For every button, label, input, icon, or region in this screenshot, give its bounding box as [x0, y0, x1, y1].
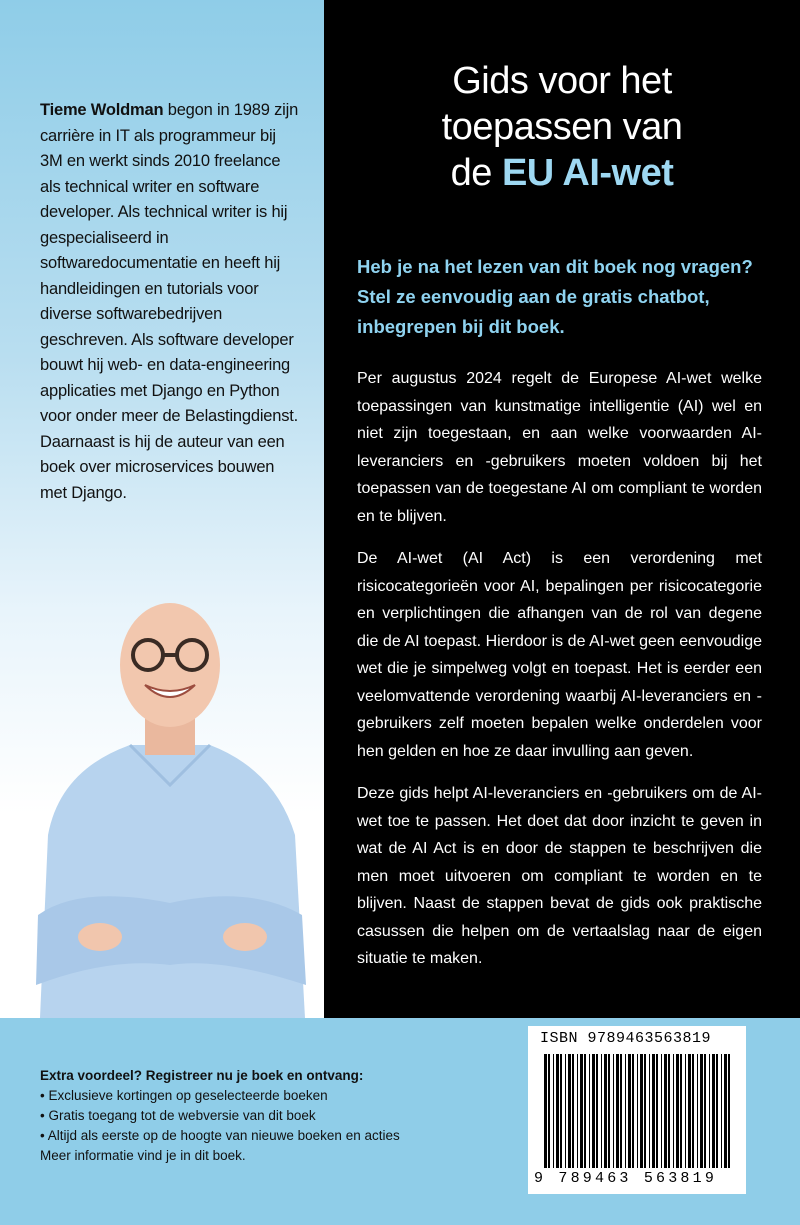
barcode-bar — [688, 1054, 691, 1168]
barcode-bar — [644, 1054, 646, 1168]
barcode-bar — [652, 1054, 655, 1168]
barcode-bar — [616, 1054, 619, 1168]
barcode-bar — [640, 1054, 643, 1168]
barcode-bar — [580, 1054, 583, 1168]
extra-item: • Exclusieve kortingen op geselecteerde boeken — [40, 1088, 328, 1103]
barcode-bar — [589, 1054, 590, 1168]
barcode-bar — [628, 1054, 631, 1168]
extra-footer: Meer informatie vind je in dit boek. — [40, 1148, 246, 1163]
title-highlight: EU AI-wet — [501, 152, 674, 194]
barcode-bar — [709, 1054, 710, 1168]
barcode-bar — [577, 1054, 578, 1168]
extra-benefits — [40, 1066, 500, 1166]
barcode-bar — [676, 1054, 679, 1168]
barcode-bar — [661, 1054, 662, 1168]
author-bio — [40, 98, 300, 506]
author-name: Tieme Woldman — [40, 101, 164, 119]
description-paragraph-2: De AI-wet (AI Act) is een verordening met risicocategorieën voor AI, bepalingen per risicocategorie en verplichtingen die afhangen van de rol van degene die de AI toepast. Hierdoor is de AI-wet geen eenvoudige wet die je simpelweg volgt en toepast. Het is eerder een veelomvattende verordening waarbij AI-leveranciers en -gebruikers zelf moeten bepalen welke onderdelen voor hen gelden en hoe ze daar invulling aan geven. — [357, 550, 762, 760]
chatbot-callout: Heb je na het lezen van dit boek nog vragen? Stel ze eenvoudig aan de gratis chatbot, inbegrepen bij dit boek. — [357, 256, 753, 337]
isbn-label: ISBN 9789463563819 — [540, 1030, 712, 1047]
barcode-bars — [528, 1026, 746, 1194]
barcode-bar — [685, 1054, 686, 1168]
barcode-bar — [656, 1054, 658, 1168]
barcode-bar — [632, 1054, 634, 1168]
barcode-bar — [673, 1054, 674, 1168]
title-line-2: toepassen van — [441, 106, 683, 148]
barcode-bar — [565, 1054, 566, 1168]
title-line-3 — [324, 150, 800, 196]
barcode-bar — [613, 1054, 614, 1168]
barcode-bar — [572, 1054, 574, 1168]
barcode-bar — [568, 1054, 571, 1168]
author-bio-text: begon in 1989 zijn carrière in IT als programmeur bij 3M en werkt sinds 2010 freelance als technical writer en software developer. Als technical writer is hij gespecialiseerd in softwaredocumentatie en heeft hij handleidingen en tutorials voor diverse softwarebedrijven geschreven. Als software developer bouwt hij web- en data-engineering applicaties met Django en Python voor onder meer de Belastingdienst. Daarnaast is hij de auteur van een boek over microservices bouwen met Django. — [40, 101, 299, 502]
barcode-bar — [553, 1054, 554, 1168]
extra-item: • Gratis toegang tot de webversie van dit boek — [40, 1108, 316, 1123]
description-paragraph-1: Per augustus 2024 regelt de Europese AI-wet welke toepassingen van kunstmatige intelligentie (AI) wel en niet zijn toegestaan, en aan welke voorwaarden AI-leveranciers en -gebruikers moeten voldoen bij het toepassen van de toegestane AI om compliant te worden en te blijven. — [357, 370, 762, 525]
barcode-bar — [544, 1054, 547, 1168]
barcode-bar — [716, 1054, 718, 1168]
title-line-3-prefix: de — [450, 152, 502, 194]
extra-item: • Altijd als eerste op de hoogte van nieuwe boeken en acties — [40, 1128, 400, 1143]
barcode-bar — [724, 1054, 727, 1168]
barcode-bar — [596, 1054, 598, 1168]
barcode-bar — [601, 1054, 602, 1168]
barcode-bar — [556, 1054, 559, 1168]
barcode-bar — [680, 1054, 682, 1168]
barcode-bar — [704, 1054, 706, 1168]
title-line-1: Gids voor het — [452, 60, 672, 102]
barcode-bar — [625, 1054, 626, 1168]
barcode-bar — [664, 1054, 667, 1168]
barcode-bar — [560, 1054, 562, 1168]
barcode-bar — [721, 1054, 722, 1168]
extra-heading: Extra voordeel? Registreer nu je boek en ontvang: — [40, 1068, 364, 1083]
barcode — [528, 1026, 746, 1194]
barcode-bar — [649, 1054, 650, 1168]
barcode-bar — [620, 1054, 622, 1168]
author-photo — [20, 585, 320, 1018]
barcode-bar — [712, 1054, 715, 1168]
barcode-digits: 9 789463 563819 — [534, 1170, 718, 1187]
barcode-bar — [637, 1054, 638, 1168]
barcode-bar — [604, 1054, 607, 1168]
book-title — [324, 58, 800, 196]
barcode-bar — [548, 1054, 550, 1168]
barcode-bar — [592, 1054, 595, 1168]
barcode-bar — [700, 1054, 703, 1168]
barcode-bar — [692, 1054, 694, 1168]
barcode-bar — [697, 1054, 698, 1168]
description-paragraph-3: Deze gids helpt AI-leveranciers en -gebruikers om de AI-wet toe te passen. Het doet dat door inzicht te geven in wat de AI Act is en door de stappen te beschrijven die men moet uitvoeren om compliant te worden en te blijven. Naast de stappen bevat de gids ook praktische casussen die helpen om de vertaalslag naar de eigen situatie te maken. — [357, 785, 762, 967]
barcode-bar — [608, 1054, 610, 1168]
barcode-bar — [668, 1054, 670, 1168]
barcode-bar — [584, 1054, 586, 1168]
barcode-bar — [728, 1054, 730, 1168]
